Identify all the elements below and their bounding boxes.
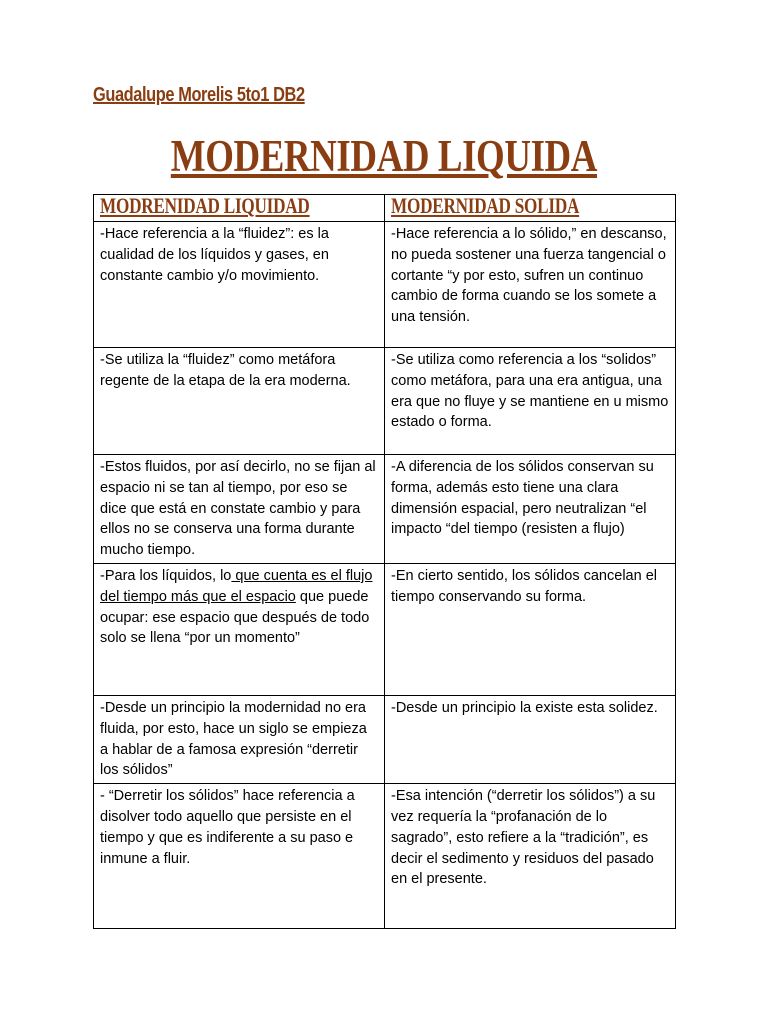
table-row <box>94 695 676 783</box>
table-row <box>94 784 676 929</box>
author-line: Guadalupe Morelis 5to1 DB2 <box>93 84 305 106</box>
cell-text: que puede ocupar: ese espacio que después de todo solo se llena “por un momento” <box>100 588 370 647</box>
table-row <box>94 455 676 564</box>
cell-solida: -Se utiliza como referencia a los “solidos” como metáfora, para una era antigua, una era que no fluye y se mantiene en u mismo estado o forma. <box>385 348 676 455</box>
table-row <box>94 563 676 695</box>
cell-solida: -Hace referencia a lo sólido,” en descanso, no pueda sostener una fuerza tangencial o cortante “y por esto, sufren un continuo cambio de forma cuando se los somete a una tensión. <box>385 222 676 348</box>
table-row <box>94 222 676 348</box>
header-liquida <box>94 195 385 222</box>
cell-text: -Para los líquidos, lo <box>100 567 232 584</box>
cell-liquida: -Desde un principio la modernidad no era fluida, por esto, hace un siglo se empieza a hablar de a famosa expresión “derretir los sólidos” <box>94 695 385 783</box>
cell-solida: -A diferencia de los sólidos conservan su forma, además esto tiene una clara dimensión espacial, pero neutralizan “el impacto “del tiempo (resisten a flujo) <box>385 455 676 564</box>
header-liquida-label: MODRENIDAD LIQUIDAD <box>100 193 310 219</box>
table-header-row <box>94 195 676 222</box>
table-row <box>94 348 676 455</box>
cell-solida: -Esa intención (“derretir los sólidos”) a su vez requería la “profanación de lo sagrado”, esto refiere a la “tradición”, es decir el sedimento y residuos del pasado en el presente. <box>385 784 676 929</box>
header-solida <box>385 195 676 222</box>
cell-liquida <box>94 563 385 695</box>
cell-liquida: -Estos fluidos, por así decirlo, no se fijan al espacio ni se tan al tiempo, por eso se dice que está en constate cambio y para ellos no se conserva una forma durante mucho tiempo. <box>94 455 385 564</box>
cell-liquida: -Se utiliza la “fluidez” como metáfora regente de la etapa de la era moderna. <box>94 348 385 455</box>
cell-liquida: - “Derretir los sólidos” hace referencia a disolver todo aquello que persiste en el tiempo y que es indiferente a su paso e inmune a fluir. <box>94 784 385 929</box>
cell-liquida: -Hace referencia a la “fluidez”: es la cualidad de los líquidos y gases, en constante cambio y/o movimiento. <box>94 222 385 348</box>
underlined-text: que cuenta es el flujo del tiempo más que el espacio <box>100 567 373 605</box>
header-solida-label: MODERNIDAD SOLIDA <box>391 193 580 219</box>
cell-solida: -Desde un principio la existe esta solidez. <box>385 695 676 783</box>
page-title-text: MODERNIDAD LIQUIDA <box>170 131 598 181</box>
page-title <box>0 130 768 182</box>
cell-solida: -En cierto sentido, los sólidos cancelan el tiempo conservando su forma. <box>385 563 676 695</box>
comparison-table <box>93 194 676 929</box>
